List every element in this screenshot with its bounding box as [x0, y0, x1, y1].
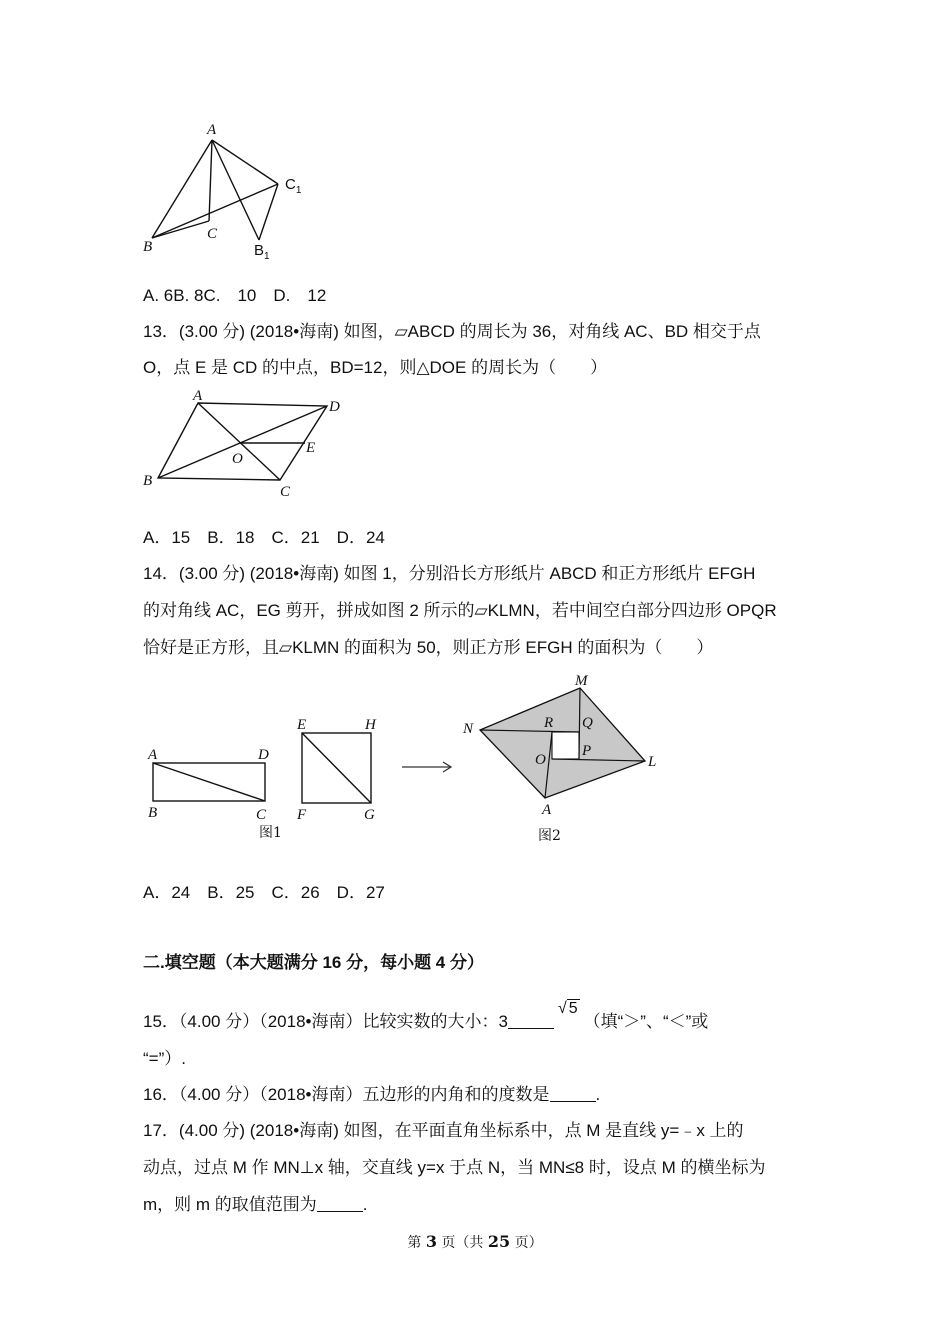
q14-line2: 的对角线 AC，EG 剪开，拼成如图 2 所示的▱KLMN，若中间空白部分四边形 OPQR: [143, 601, 777, 620]
caption-figure1: 图1: [259, 825, 282, 841]
label-p: P: [582, 743, 592, 759]
q15-prefix: 15．（4.00 分）（2018•海南）比较实数的大小：3: [143, 1012, 508, 1031]
q13-figure: [140, 388, 350, 500]
label-l: L: [648, 754, 657, 770]
caption-figure2: 图2: [538, 828, 561, 844]
label-c1: $C_1$: [285, 176, 302, 196]
q13-line1: 13．(3.00 分) (2018•海南) 如图，▱ABCD 的周长为 36，对角线 AC、BD 相交于点: [143, 322, 761, 341]
q14-options: A．24 B．25 C．26 D．27: [143, 883, 385, 902]
label-d: D: [258, 747, 269, 763]
q15-line1: [143, 1000, 709, 1034]
q17-line2: 动点，过点 M 作 MN⊥x 轴，交直线 y=x 于点 N，当 MN≤8 时，设点 M 的横坐标为: [143, 1158, 766, 1177]
label-q: Q: [582, 715, 593, 731]
label-c: C: [207, 226, 218, 242]
q15-suffix: （填“＞”、“＜”或: [583, 1012, 709, 1031]
label-e: E: [297, 717, 307, 733]
q12-options: A. 6B. 8C. 10 D. 12: [143, 286, 327, 305]
label-c: C: [256, 807, 267, 823]
label-b1: $B_1$: [254, 242, 270, 262]
answer-blank: [508, 1012, 554, 1029]
label-a: A: [148, 747, 158, 763]
q14-line1: 14．(3.00 分) (2018•海南) 如图 1，分别沿长方形纸片 ABCD 和正方形纸片 EFGH: [143, 564, 756, 583]
label-m: M: [575, 673, 588, 689]
label-c: C: [280, 484, 291, 500]
total-pages: 25: [487, 1232, 511, 1251]
label-o: O: [232, 451, 243, 467]
q14-figure2: [455, 668, 665, 848]
q14-figure1: [140, 715, 380, 845]
arrow-icon: [400, 757, 455, 777]
sqrt-expression: √ 5: [557, 1000, 578, 1017]
label-a: A: [207, 122, 217, 138]
answer-blank: [550, 1085, 596, 1102]
label-d: D: [329, 399, 340, 415]
label-n: N: [463, 721, 474, 737]
label-b: B: [143, 239, 153, 255]
q12-figure: [140, 118, 315, 263]
q17-line1: 17．(4.00 分) (2018•海南) 如图，在平面直角坐标系中，点 M 是直线 y=﹣x 上的: [143, 1121, 744, 1140]
label-a: A: [542, 802, 552, 818]
section-heading: 二.填空题（本大题满分 16 分，每小题 4 分）: [143, 953, 484, 972]
q15-line2: “=”）.: [143, 1049, 186, 1068]
label-f: F: [297, 807, 307, 823]
label-b: B: [143, 473, 153, 489]
label-r: R: [544, 715, 554, 731]
q16-line1: 16．（4.00 分）（2018•海南）五边形的内角和的度数是 .: [143, 1085, 601, 1104]
current-page: 3: [425, 1232, 437, 1251]
q13-line2: O，点 E 是 CD 的中点，BD=12，则△DOE 的周长为（ ）: [143, 358, 608, 377]
page-footer: 第 3 页（共 25 页）: [407, 1232, 543, 1251]
q17-text: m，则 m 的取值范围为: [143, 1195, 317, 1214]
label-h: H: [365, 717, 376, 733]
q16-text: 16．（4.00 分）（2018•海南）五边形的内角和的度数是: [143, 1085, 550, 1104]
label-a: A: [193, 388, 203, 404]
label-g: G: [364, 807, 375, 823]
answer-blank: [317, 1195, 363, 1212]
q17-line3: m，则 m 的取值范围为 .: [143, 1195, 368, 1214]
q14-line3: 恰好是正方形，且▱KLMN 的面积为 50，则正方形 EFGH 的面积为（ ）: [143, 638, 714, 657]
label-e: E: [306, 440, 316, 456]
q13-options: A．15 B．18 C．21 D．24: [143, 528, 385, 547]
label-o: O: [535, 752, 546, 768]
label-b: B: [148, 805, 158, 821]
